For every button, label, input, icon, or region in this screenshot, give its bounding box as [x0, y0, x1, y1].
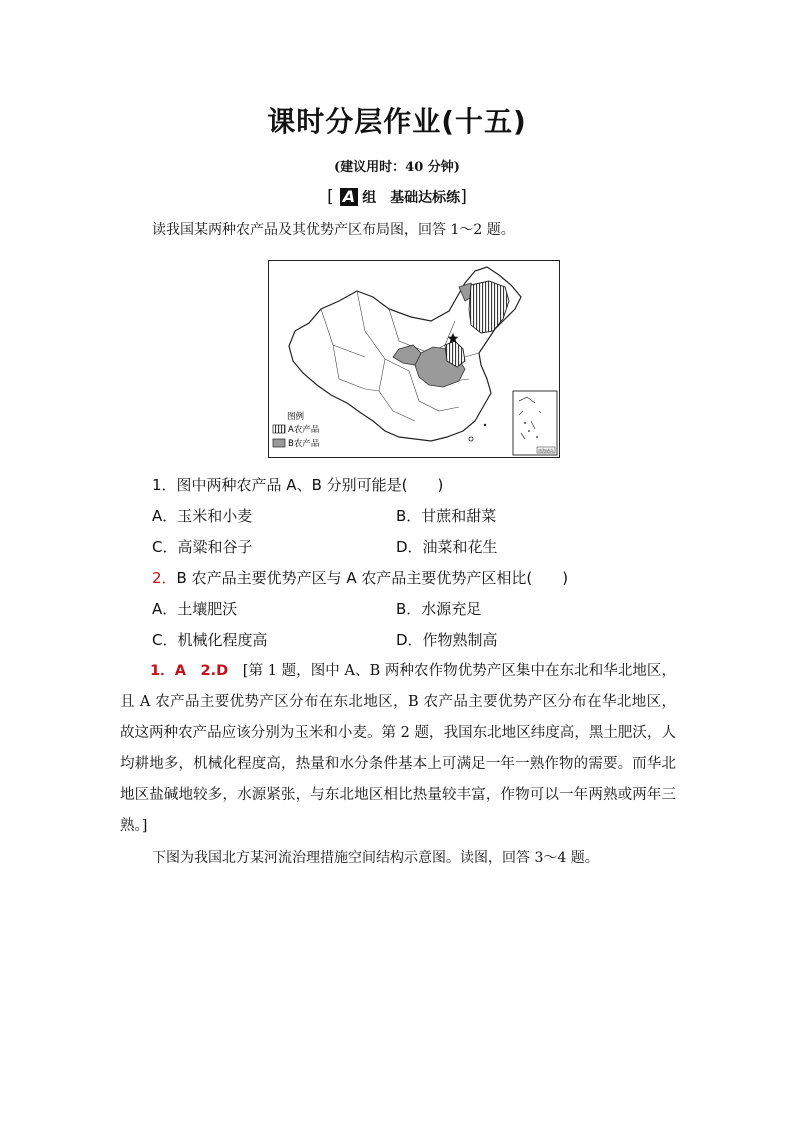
question-2-option-b: B．水源充足	[396, 600, 482, 618]
group-bracket-close: ]	[460, 187, 467, 207]
question-2-text: B 农产品主要优势产区与 A 农产品主要优势产区相比( )	[176, 569, 569, 587]
answer-text: [第 1 题，图中 A、B 两种农作物优势产区集中在东北和华北地区，且 A 农产品主要优势产区分布在东北地区，B 农产品主要优势产区分布在华北地区，故这两种农产品应该分别为玉米和小麦。第 2 题，我国东北地区纬度高，黑土肥沃，人均耕地多，机械化程度高，热量和水分条件基本上可满足一年一熟作物的需要。而华北地区盐碱地较多，水源紧张，与东北地区相比热量较丰富，作物可以一年两熟或两年三熟。]	[120, 663, 676, 834]
group-heading	[0, 187, 794, 207]
question-2-number: 2．	[152, 569, 177, 587]
suggested-time: (建议用时：40 分钟)	[334, 160, 460, 175]
question-2-option-c: C．机械化程度高	[152, 631, 268, 649]
legend-title: 图例	[287, 412, 305, 422]
question-1-option-a: A．玉米和小麦	[152, 507, 253, 525]
question-1-option-b: B．甘蔗和甜菜	[396, 507, 497, 525]
group-bracket-open: [	[327, 187, 334, 207]
question-2-option-d: D．作物熟制高	[396, 631, 498, 649]
group-letter-badge: A	[340, 188, 358, 206]
legend-a-swatch	[273, 425, 285, 433]
question-1-option-c: C．高粱和谷子	[152, 538, 253, 556]
next-question-intro: 下图为我国北方某河流治理措施空间结构示意图。读图，回答 3～4 题。	[152, 850, 599, 866]
question-2-stem	[152, 567, 568, 588]
inset-label: 南海诸岛	[538, 448, 554, 453]
answer-explanation	[120, 656, 676, 842]
question-1-stem: 1．图中两种农产品 A、B 分别可能是( )	[152, 476, 444, 494]
question-intro: 读我国某两种农产品及其优势产区布局图，回答 1～2 题。	[152, 222, 515, 238]
legend-b-label: B农产品	[288, 439, 320, 449]
question-2-option-a: A．土壤肥沃	[152, 600, 238, 618]
group-label: 组 基础达标练	[362, 190, 461, 206]
question-1-option-d: D．油菜和花生	[396, 538, 498, 556]
map-graphic	[269, 261, 559, 457]
region-a-crop-northeast	[469, 281, 509, 333]
legend-a-label: A农产品	[288, 425, 320, 435]
page-title: 课时分层作业(十五)	[267, 105, 527, 138]
china-crop-map	[268, 260, 560, 458]
answer-key: 1．A 2.D	[150, 663, 229, 679]
legend-b-swatch	[273, 439, 285, 447]
